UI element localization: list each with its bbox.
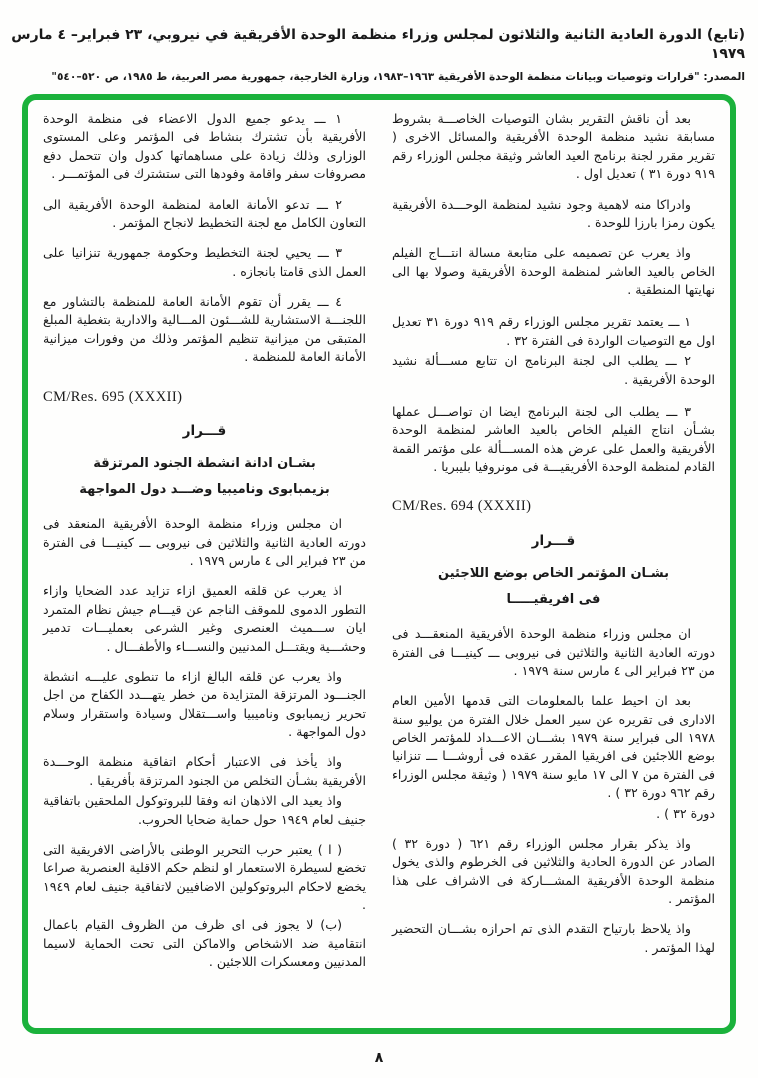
paragraph-continuation: دورة ٣٢ ) . — [656, 805, 715, 821]
paragraph: واذ يأخذ فى الاعتبار أحكام اتفاقية منظمة الوحـــدة الأفريقية بشـأن التخلص من الجنود المرتزقة بأفريقيا . — [43, 754, 366, 788]
paragraph: واذ يعرب عن تصميمه على متابعة مسالة انتـــاج الفيلم الخاص بالعيد العاشر لمنظمة الوحدة الأفريقية وصولا بها الى نهايتها المنطقية . — [392, 245, 715, 297]
paragraph: بعد أن ناقش التقرير بشان التوصيات الخاصـــة بشروط مسابقة نشيد منظمة الوحدة الأفريقية والمسائل الاخرى ( تقرير مقرر لجنة برنامج العيد العاشر وثيقة مجلس الوزراء رقم ٩١٩ دورة ٣١ ) تعديل اول . — [392, 111, 715, 182]
green-border-box — [22, 94, 736, 1034]
resolution-ref: CM/Res. 694 (XXXII) — [392, 498, 532, 515]
numbered-item: ٢ ـــ تدعو الأمانة العامة لمنظمة الوحدة الأفريقية الى التعاون الكامل مع لجنة التخطيط لانجاح المؤتمر . — [43, 196, 366, 230]
resolution-ref: CM/Res. 695 (XXXII) — [43, 388, 183, 405]
page-number: ٨ — [374, 1050, 384, 1066]
numbered-item: ٣ ـــ يطلب الى لجنة البرنامج ايضا ان تواصـــل عملها بشـأن انتاج الفيلم الخاص بالعيد العاشر لمنظمة الوحدة الأفريقية والعمل على عرض هذه المســـألة على مؤتمر القمة القادم لمنظمة الوحدة الأفريقيـــة فى مونروفيا بليبريا . — [392, 403, 715, 474]
resolution-subtitle: بشـان ادانة انشطة الجنود المرتزقة — [93, 456, 316, 472]
paragraph: بعد ان احيط علما بالمعلومات التى قدمها الأمين العام الادارى فى تقريره عن سير العمل خلال الفترة من يوليو سنة ١٩٧٨ الى فبراير سنة ١٩٧٩ بشـــان الاعـــداد للمؤتمر الخاص بوضع اللاجئين فى افريقيا المقرر عقده فى أروشـــا ـــ تنزانيا فى الفترة من ٧ الى ١٧ مايو سنة ١٩٧٩ ( وثيقة مجلس الوزراء رقم ٩٦٢ دورة ٣٢ ) . — [392, 693, 716, 801]
paragraph: واذ يعرب عن قلقه البالغ ازاء ما تنطوى عليـــه انشطة الجنـــود المرتزقة المتزايدة من خطر يتهـــدد الكفاح من اجل تحرير زيمبابوى وناميبيا واســـتقلال وسيادة واستقرار وسلام دول المواجهة . — [43, 668, 366, 740]
paragraph: ان مجلس وزراء منظمة الوحدة الأفريقية المنعقد فى دورته العادية الثانية والثلاثين فى نيروبى ـــ كينيـــا فى الفترة من ٢٣ فبراير الى ٤ مارس ١٩٧٩ . — [43, 516, 366, 569]
paragraph: واذ يعيد الى الاذهان انه وفقا للبروتوكول الملحقين باتفاقية جنيف لعام ١٩٤٩ حول حماية ضحايا الحروب. — [43, 793, 366, 827]
resolution-title: قـــرار — [531, 532, 576, 549]
resolution-subtitle: بزيمبابوى وناميبيا وضـــد دول المواجهة — [79, 482, 330, 498]
paragraph: واذ يلاحظ بارتياح التقدم الذى تم احرازه بشـــان التحضير لهذا المؤتمر . — [392, 921, 715, 955]
paragraph: اذ يعرب عن قلقه العميق ازاء تزايد عدد الضحايا وازاء التطور الدموى للموقف الناجم عن قيـــام جيش نظام المتمرد ايان ســـميث العنصرى وغير الشرعى بعمليـــات تدمير وحشـــية ويقتـــل المدنيين والنســـاء والأطفـــال . — [43, 583, 366, 654]
numbered-item: ١ ـــ يدعو جميع الدول الاعضاء فى منظمة الوحدة الأفريقية بأن تشترك بنشاط فى المؤتمر وعلى المستوى الوزارى وذلك زيادة على مساهماتها كدول وان تتحمل دفع مصروفات سفر واقامة وفودها التى ستشترك فى المؤتمـــر . — [43, 111, 366, 182]
lettered-item: ( ا ) يعتبر حرب التحرير الوطنى بالأراضى الافريقية التى تخضع لسيطرة الاستعمار او لنظم حكم الاقلية العنصرية صراعا يخضع لاحكام البروتوكولين الاضافيين لاتفاقية جنيف لعام ١٩٤٩ . — [43, 841, 366, 913]
lettered-item: (ب) لا يجوز فى اى ظرف من الظروف القيام باعمال انتقامية ضد الاشخاص والاماكن التى تحت الحماية لاسيما المدنيين ومعسكرات اللاجئين . — [43, 917, 366, 970]
two-column-layout — [43, 110, 715, 1020]
numbered-item: ١ ـــ يعتمد تقرير مجلس الوزراء رقم ٩١٩ دورة ٣١ تعديل اول مع التوصيات الواردة فى الفترة ٣٢ . — [392, 314, 715, 348]
resolution-title: قـــرار — [182, 422, 227, 439]
numbered-item: ٤ ـــ يقرر أن تقوم الأمانة العامة للمنظمة بالتشاور مع اللجنـــة الاستشارية للشـــئون المـــالية والادارية بتغطية المبلغ المتبقى من ميزانية تنظيم المؤتمر وذلك من وفورات ميزانية الأمانة العامة للمنظمة . — [43, 294, 366, 365]
numbered-item: ٣ ـــ يحيي لجنة التخطيط وحكومة جمهورية تنزانيا على العمل الذى قامتا بانجازه . — [43, 245, 366, 279]
numbered-item: ٢ ـــ يطلب الى لجنة البرنامج ان تتابع مســـألة نشيد الوحدة الأفريقية . — [392, 353, 715, 387]
paragraph: واذ يذكر بقرار مجلس الوزراء رقم ٦٢١ ( دورة ٣٢ ) الصادر عن الدورة الحادية والثلاثين فى الخرطوم والذى يخول منظمة الوحدة الأفريقية المشـــاركة فى الاشراف على هذا المؤتمر . — [392, 835, 715, 907]
session-title: (تابع) الدورة العادية الثانية والثلاثون لمجلس وزراء منظمة الوحدة الأفريقية في نيروبي، ٢٣ فبراير– ٤ مارس ١٩٧٩ — [11, 27, 745, 62]
page-header — [10, 26, 745, 85]
source-citation: المصدر: "قرارات وتوصيات وبيانات منظمة الوحدة الأفريقية ١٩٦٣–١٩٨٣، وزارة الخارجية، جمهورية مصر العربية، ط ١٩٨٥، ص ٥٢٠–٥٤٠" — [51, 70, 745, 83]
resolution-subtitle: بشـان المؤتمر الخاص بوضع اللاجئين — [438, 566, 669, 582]
paragraph: ان مجلس وزراء منظمة الوحدة الأفريقية المنعقـــد فى دورته العادية الثانية والثلاثين فى نيروبى ـــ كينيـــا فى الفترة من ٢٣ فبراير الى ٤ مارس سنة ١٩٧٩ . — [392, 626, 715, 678]
resolution-subtitle: فى افريقيـــــا — [506, 592, 601, 608]
paragraph: وادراكا منه لاهمية وجود نشيد لمنظمة الوحـــدة الأفريقية يكون رمزا بارزا للوحدة . — [392, 196, 715, 230]
column-right — [392, 110, 715, 1020]
column-left — [43, 110, 366, 1020]
